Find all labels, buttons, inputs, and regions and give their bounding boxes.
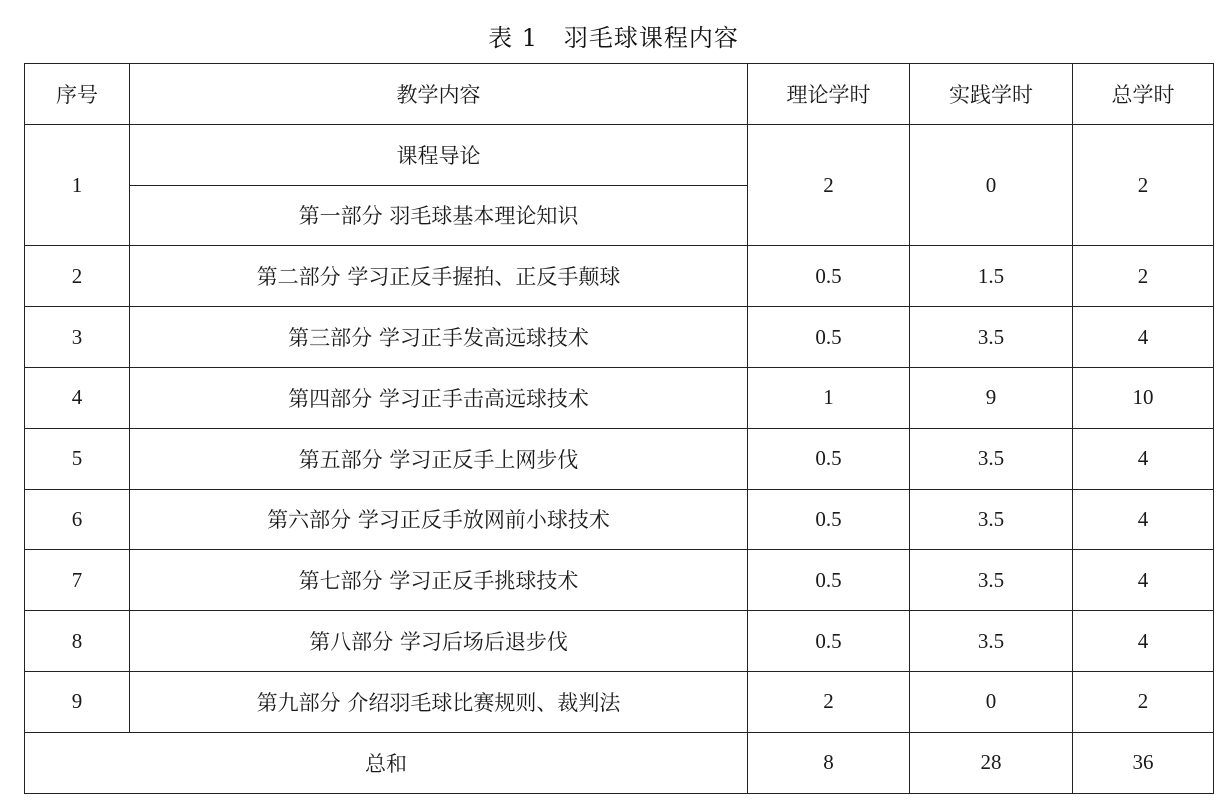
- row-practice-hours: 1.5: [910, 246, 1073, 307]
- row-content: 第三部分 学习正手发高远球技术: [130, 307, 748, 368]
- row-total-hours: 4: [1073, 489, 1214, 550]
- header-practice-hours: 实践学时: [910, 64, 1073, 125]
- row-content: 第五部分 学习正反手上网步伐: [130, 428, 748, 489]
- summary-theory-hours: 8: [748, 732, 910, 793]
- row-total-hours: 2: [1073, 124, 1214, 246]
- course-table: [24, 63, 1214, 794]
- row-theory-hours: 2: [748, 671, 910, 732]
- row-theory-hours: 0.5: [748, 246, 910, 307]
- table-row: [25, 246, 1214, 307]
- summary-total-hours: 36: [1073, 732, 1214, 793]
- row-practice-hours: 3.5: [910, 489, 1073, 550]
- row-index: 6: [25, 489, 130, 550]
- row-index: 2: [25, 246, 130, 307]
- row-practice-hours: 3.5: [910, 550, 1073, 611]
- row-content: 第六部分 学习正反手放网前小球技术: [130, 489, 748, 550]
- row-practice-hours: 0: [910, 124, 1073, 246]
- table-row: [25, 428, 1214, 489]
- summary-row: [25, 732, 1214, 793]
- row-theory-hours: 0.5: [748, 550, 910, 611]
- table-row: [25, 367, 1214, 428]
- row-practice-hours: 3.5: [910, 307, 1073, 368]
- row-total-hours: 2: [1073, 671, 1214, 732]
- row-practice-hours: 3.5: [910, 428, 1073, 489]
- row-content: 第四部分 学习正手击高远球技术: [130, 367, 748, 428]
- table-row: [25, 550, 1214, 611]
- header-total-hours: 总学时: [1073, 64, 1214, 125]
- row-index: 9: [25, 671, 130, 732]
- header-theory-hours: 理论学时: [748, 64, 910, 125]
- row-practice-hours: 9: [910, 367, 1073, 428]
- table-row: [25, 671, 1214, 732]
- row-index: 7: [25, 550, 130, 611]
- summary-label: 总和: [25, 732, 748, 793]
- row-theory-hours: 0.5: [748, 611, 910, 672]
- row-total-hours: 4: [1073, 611, 1214, 672]
- table-row: [25, 611, 1214, 672]
- row-theory-hours: 0.5: [748, 428, 910, 489]
- row-theory-hours: 1: [748, 367, 910, 428]
- row-theory-hours: 0.5: [748, 307, 910, 368]
- row-total-hours: 10: [1073, 367, 1214, 428]
- row-practice-hours: 3.5: [910, 611, 1073, 672]
- row-theory-hours: 2: [748, 124, 910, 246]
- row-total-hours: 4: [1073, 428, 1214, 489]
- row-content: 第一部分 羽毛球基本理论知识: [130, 185, 748, 246]
- table-row: [25, 489, 1214, 550]
- row-content: 第九部分 介绍羽毛球比赛规则、裁判法: [130, 671, 748, 732]
- row-practice-hours: 0: [910, 671, 1073, 732]
- row-index: 5: [25, 428, 130, 489]
- table-caption: 表 1 羽毛球课程内容: [488, 24, 739, 52]
- row-total-hours: 2: [1073, 246, 1214, 307]
- row-content: 课程导论: [130, 124, 748, 185]
- row-content: 第七部分 学习正反手挑球技术: [130, 550, 748, 611]
- table-row: [25, 124, 1214, 185]
- row-index: 8: [25, 611, 130, 672]
- row-content: 第二部分 学习正反手握拍、正反手颠球: [130, 246, 748, 307]
- summary-practice-hours: 28: [910, 732, 1073, 793]
- row-index: 3: [25, 307, 130, 368]
- row-theory-hours: 0.5: [748, 489, 910, 550]
- row-index: 4: [25, 367, 130, 428]
- header-row: [25, 64, 1214, 125]
- row-total-hours: 4: [1073, 550, 1214, 611]
- row-content: 第八部分 学习后场后退步伐: [130, 611, 748, 672]
- header-content: 教学内容: [130, 64, 748, 125]
- table-row: [25, 307, 1214, 368]
- row-index: 1: [25, 124, 130, 246]
- row-total-hours: 4: [1073, 307, 1214, 368]
- header-index: 序号: [25, 64, 130, 125]
